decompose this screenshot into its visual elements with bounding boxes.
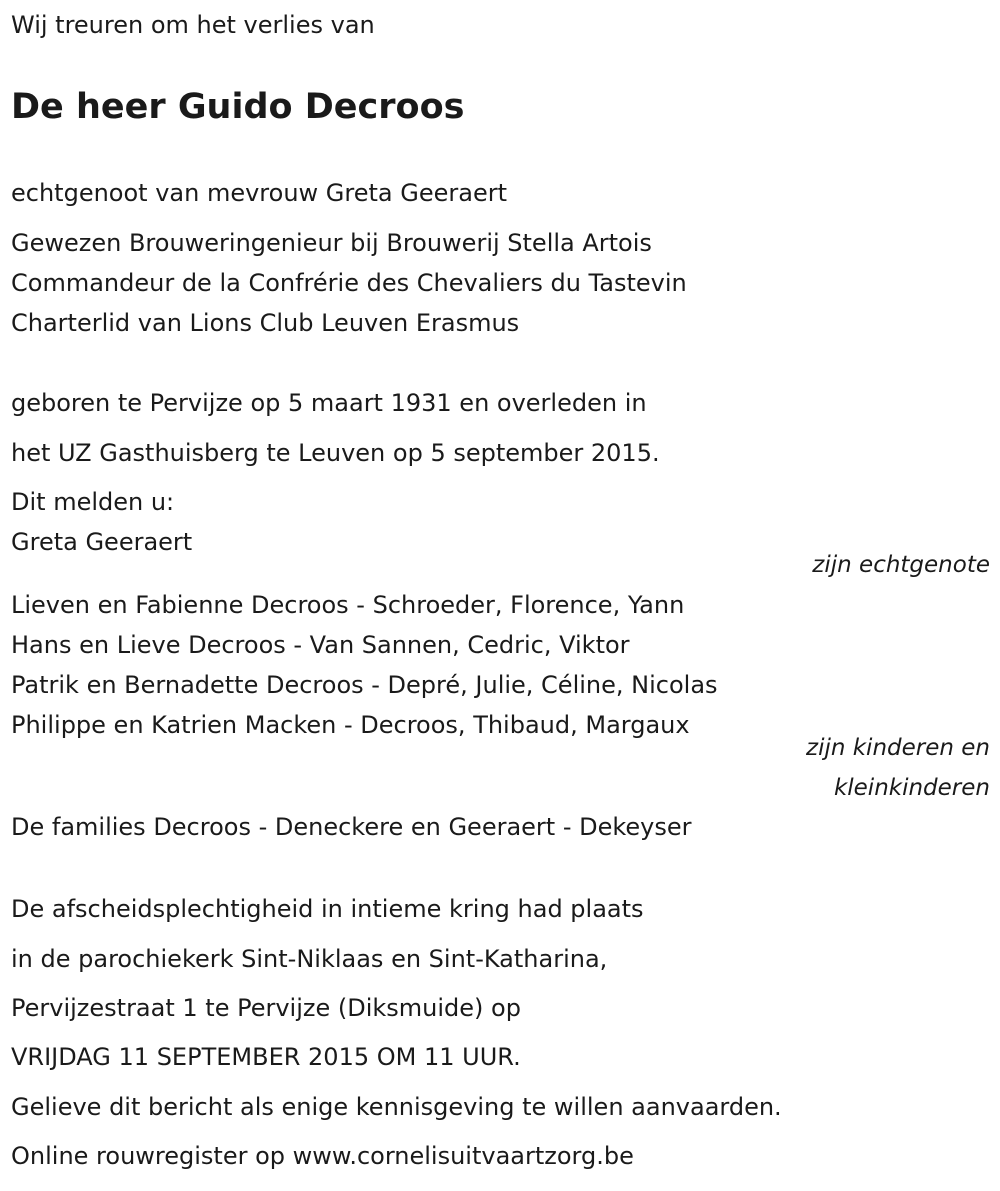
children-role: kleinkinderen [833, 775, 990, 801]
birth-death-line: geboren te Pervijze op 5 maart 1931 en overleden in [11, 389, 647, 417]
families-line: De families Decroos - Deneckere en Geeraert - Dekeyser [11, 813, 692, 841]
ceremony-line: in de parochiekerk Sint-Niklaas en Sint-Katharina, [11, 945, 608, 973]
children-line: Philippe en Katrien Macken - Decroos, Thibaud, Margaux [11, 711, 690, 739]
children-role: zijn kinderen en [806, 735, 990, 761]
ceremony-line: Pervijzestraat 1 te Pervijze (Diksmuide) op [11, 994, 521, 1022]
children-line: Lieven en Fabienne Decroos - Schroeder, Florence, Yann [11, 591, 685, 619]
children-line: Patrik en Bernadette Decroos - Depré, Julie, Céline, Nicolas [11, 671, 718, 699]
title-line: Gewezen Brouweringenieur bij Brouwerij Stella Artois [11, 229, 652, 257]
announced-by: Dit melden u: [11, 488, 175, 516]
spouse-line: echtgenoot van mevrouw Greta Geeraert [11, 179, 507, 207]
ceremony-line: De afscheidsplechtigheid in intieme kring had plaats [11, 895, 644, 923]
spouse-name: Greta Geeraert [11, 528, 193, 556]
spouse-role: zijn echtgenote [812, 552, 990, 578]
title-line: Charterlid van Lions Club Leuven Erasmus [11, 309, 520, 337]
title-line: Commandeur de la Confrérie des Chevaliers du Tastevin [11, 269, 687, 297]
notice-line: Gelieve dit bericht als enige kennisgeving te willen aanvaarden. [11, 1093, 782, 1121]
birth-death-line: het UZ Gasthuisberg te Leuven op 5 september 2015. [11, 439, 660, 467]
children-line: Hans en Lieve Decroos - Van Sannen, Cedric, Viktor [11, 631, 630, 659]
online-register: Online rouwregister op www.cornelisuitvaartzorg.be [11, 1142, 634, 1170]
deceased-name: De heer Guido Decroos [11, 87, 465, 127]
ceremony-date: VRIJDAG 11 SEPTEMBER 2015 OM 11 UUR. [11, 1043, 521, 1071]
intro-text: Wij treuren om het verlies van [11, 11, 375, 39]
